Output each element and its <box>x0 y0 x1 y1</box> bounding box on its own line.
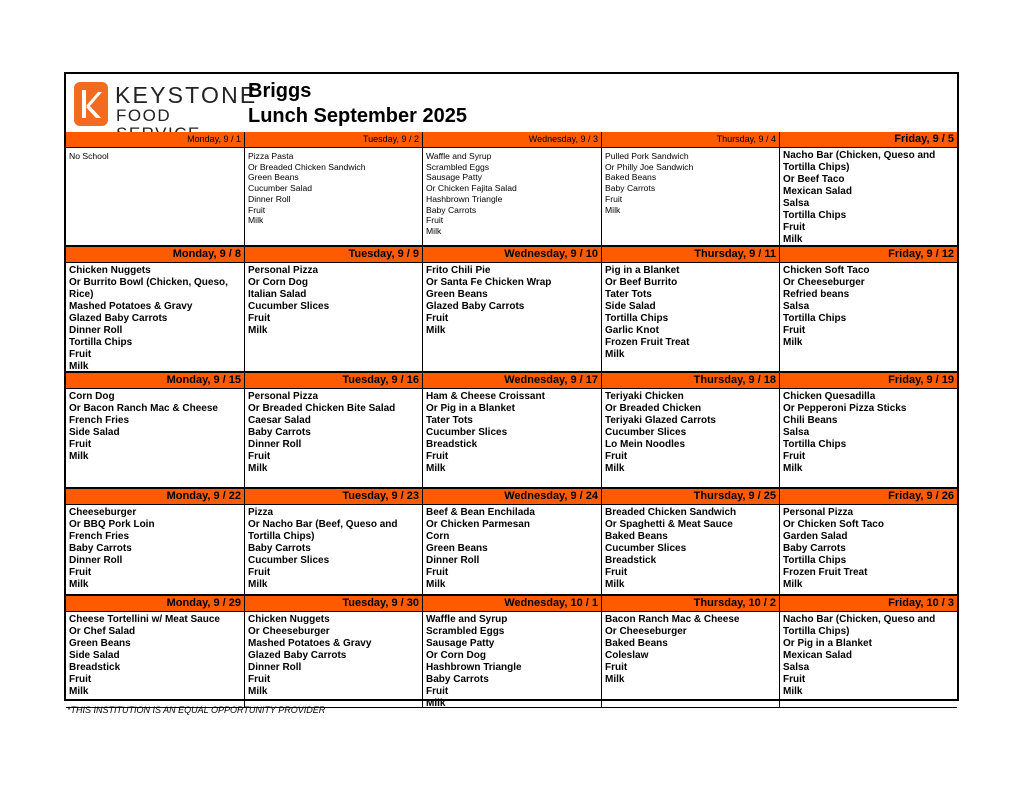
menu-item: Cucumber Slices <box>248 301 330 312</box>
menu-item: Cucumber Slices <box>605 427 687 438</box>
week-menu-body <box>66 148 957 246</box>
week-row <box>66 246 957 372</box>
menu-item: Bacon Ranch Mac & Cheese <box>605 614 740 625</box>
menu-item: Personal Pizza <box>248 265 319 276</box>
menu-item: Dinner Roll <box>69 555 123 566</box>
menu-item: Breadstick <box>426 439 478 450</box>
menu-item: Garden Salad <box>783 531 848 542</box>
menu-item: Or Philly Joe Sandwich <box>605 161 694 172</box>
menu-item: Teriyaki Glazed Carrots <box>605 415 716 426</box>
menu-item: Or Cheeseburger <box>783 277 865 288</box>
day-menu-cell <box>602 505 780 594</box>
day-menu-cell <box>245 505 423 594</box>
menu-item: Fruit <box>426 686 449 697</box>
day-menu-cell <box>423 389 602 487</box>
equal-opportunity-note: *THIS INSTITUTION IS AN EQUAL OPPORTUNITY PROVIDER <box>67 705 326 715</box>
menu-item: Mashed Potatoes & Gravy <box>69 301 193 312</box>
menu-item: Chicken Soft Taco <box>783 265 870 276</box>
menu-item: Cucumber Salad <box>248 183 313 194</box>
menu-month-title: Lunch September 2025 <box>248 105 467 127</box>
menu-item: Milk <box>69 686 89 697</box>
menu-item: Ham & Cheese Croissant <box>426 391 545 402</box>
menu-item: Tater Tots <box>426 415 473 426</box>
menu-item: Green Beans <box>426 289 488 300</box>
day-header: Friday, 9 / 5 <box>894 133 954 145</box>
menu-item: Fruit <box>783 325 806 336</box>
menu-item: Personal Pizza <box>783 507 854 518</box>
day-header: Tuesday, 9 / 2 <box>245 132 423 147</box>
day-header: Tuesday, 9 / 23 <box>245 489 423 504</box>
menu-item: Green Beans <box>69 638 131 649</box>
menu-item: Milk <box>605 674 625 685</box>
day-header: Tuesday, 9 / 9 <box>245 247 423 262</box>
day-header: Wednesday, 9 / 3 <box>423 132 602 147</box>
menu-item: Fruit <box>248 567 271 578</box>
menu-item: Or Santa Fe Chicken Wrap <box>426 277 552 288</box>
menu-item: Or Pepperoni Pizza Sticks <box>783 403 907 414</box>
menu-item: Or Chef Salad <box>69 626 136 637</box>
menu-item: Cucumber Slices <box>248 555 330 566</box>
day-menu-cell <box>780 505 957 594</box>
menu-item: Coleslaw <box>605 650 649 661</box>
menu-item: Salsa <box>783 301 810 312</box>
menu-item: Tater Tots <box>605 289 652 300</box>
day-header: Monday, 9 / 22 <box>66 489 245 504</box>
day-header: Friday, 9 / 19 <box>888 374 954 386</box>
menu-item: Baby Carrots <box>69 543 132 554</box>
menu-item: Nacho Bar (Chicken, Queso and Tortilla Chips) <box>783 150 936 173</box>
menu-item: Milk <box>426 579 446 590</box>
menu-item: Milk <box>783 337 803 348</box>
menu-item: Corn <box>426 531 450 542</box>
week-date-band <box>66 488 957 505</box>
week-date-band <box>66 372 957 389</box>
menu-item: Chili Beans <box>783 415 838 426</box>
menu-item: Fruit <box>426 451 449 462</box>
menu-item: Side Salad <box>69 427 120 438</box>
menu-item: Or Corn Dog <box>426 650 486 661</box>
menu-item: Tortilla Chips <box>69 337 133 348</box>
menu-item: Tortilla Chips <box>783 439 847 450</box>
day-menu-cell <box>423 263 602 371</box>
menu-item: Glazed Baby Carrots <box>69 313 168 324</box>
menu-item: Scrambled Eggs <box>426 161 490 172</box>
menu-item: Lo Mein Noodles <box>605 439 685 450</box>
menu-item: Frito Chili Pie <box>426 265 491 276</box>
menu-item: Glazed Baby Carrots <box>248 650 347 661</box>
day-menu-cell <box>66 389 245 487</box>
day-header: Monday, 9 / 29 <box>66 596 245 611</box>
menu-item: Breadstick <box>69 662 121 673</box>
menu-header <box>66 74 957 133</box>
week-date-band <box>66 246 957 263</box>
menu-item: Caesar Salad <box>248 415 311 426</box>
menu-item: Or Breaded Chicken Sandwich <box>248 161 366 172</box>
day-header: Monday, 9 / 15 <box>66 373 245 388</box>
day-menu-cell <box>780 148 957 245</box>
menu-item: Milk <box>248 325 268 336</box>
menu-item: Pizza <box>248 507 274 518</box>
menu-item: Fruit <box>69 439 92 450</box>
menu-item: Fruit <box>783 674 806 685</box>
menu-item: Or Beef Taco <box>783 174 845 185</box>
menu-item: Or Chicken Parmesan <box>426 519 530 530</box>
menu-item: Milk <box>605 579 625 590</box>
menu-item: Dinner Roll <box>426 555 480 566</box>
menu-item: No School <box>69 151 109 161</box>
keystone-logo <box>74 82 258 126</box>
menu-item: Fruit <box>605 451 628 462</box>
menu-item: Pulled Pork Sandwich <box>605 151 689 161</box>
menu-item: Dinner Roll <box>248 193 291 204</box>
menu-item: Or Chicken Fajita Salad <box>426 183 517 194</box>
menu-item: Fruit <box>605 193 623 204</box>
menu-item: Baked Beans <box>605 172 657 183</box>
logo-wordmark-food-service: FOOD <box>116 106 172 125</box>
menu-item: Mexican Salad <box>783 650 852 661</box>
menu-item: Milk <box>605 204 621 215</box>
keystone-k-icon <box>74 82 108 126</box>
day-menu-cell <box>780 389 957 487</box>
menu-item: Or Nacho Bar (Beef, Queso and Tortilla Chips) <box>248 519 398 542</box>
menu-item: Cheese Tortellini w/ Meat Sauce <box>69 614 220 625</box>
day-header: Wednesday, 9 / 24 <box>423 489 602 504</box>
menu-item: Pig in a Blanket <box>605 265 680 276</box>
day-menu-cell <box>780 612 957 707</box>
menu-item: Or Breaded Chicken <box>605 403 702 414</box>
menu-item: Mashed Potatoes & Gravy <box>248 638 372 649</box>
menu-item: Fruit <box>248 313 271 324</box>
menu-item: Salsa <box>783 427 810 438</box>
day-header: Monday, 9 / 1 <box>66 132 245 147</box>
day-header: Tuesday, 9 / 30 <box>245 596 423 611</box>
menu-item: Side Salad <box>605 301 656 312</box>
school-name: Briggs <box>248 80 312 102</box>
day-menu-cell <box>245 263 423 371</box>
menu-item: Beef & Bean Enchilada <box>426 507 535 518</box>
day-header: Thursday, 9 / 4 <box>602 132 780 147</box>
menu-item: Frozen Fruit Treat <box>783 567 868 578</box>
menu-item: Fruit <box>426 313 449 324</box>
menu-item: Or Beef Burrito <box>605 277 678 288</box>
menu-item: Italian Salad <box>248 289 307 300</box>
day-menu-cell <box>66 263 245 371</box>
menu-item: Fruit <box>248 674 271 685</box>
menu-item: Milk <box>426 698 446 709</box>
menu-item: Milk <box>69 451 89 462</box>
week-menu-body <box>66 389 957 488</box>
menu-item: Dinner Roll <box>69 325 123 336</box>
menu-item: Baby Carrots <box>426 204 477 215</box>
menu-item: Mexican Salad <box>783 186 852 197</box>
day-menu-cell <box>66 612 245 707</box>
menu-item: Or Cheeseburger <box>248 626 330 637</box>
menu-calendar-grid <box>66 132 957 708</box>
day-menu-cell <box>602 263 780 371</box>
menu-item: Chicken Nuggets <box>248 614 330 625</box>
menu-item: Milk <box>69 579 89 590</box>
menu-item: Frozen Fruit Treat <box>605 337 690 348</box>
menu-item: Tortilla Chips <box>783 313 847 324</box>
menu-item: Or Breaded Chicken Bite Salad <box>248 403 396 414</box>
menu-item: Teriyaki Chicken <box>605 391 684 402</box>
week-row <box>66 372 957 488</box>
menu-item: French Fries <box>69 531 130 542</box>
menu-item: Fruit <box>248 451 271 462</box>
menu-item: Breadstick <box>605 555 657 566</box>
day-menu-cell <box>602 389 780 487</box>
page-title <box>248 79 467 129</box>
day-header: Wednesday, 9 / 10 <box>423 247 602 262</box>
menu-item: Milk <box>426 325 446 336</box>
day-header: Thursday, 9 / 18 <box>602 373 780 388</box>
menu-item: Chicken Quesadilla <box>783 391 876 402</box>
menu-item: Sausage Patty <box>426 638 495 649</box>
day-menu-cell <box>245 389 423 487</box>
menu-item: Sausage Patty <box>426 172 482 183</box>
menu-item: Baby Carrots <box>783 543 846 554</box>
week-menu-body <box>66 505 957 595</box>
menu-item: Cheeseburger <box>69 507 137 518</box>
menu-item: Green Beans <box>248 172 299 183</box>
day-header: Friday, 9 / 26 <box>888 490 954 502</box>
menu-item: Or Pig in a Blanket <box>783 638 872 649</box>
menu-item: Fruit <box>426 567 449 578</box>
menu-item: Tortilla Chips <box>783 555 847 566</box>
menu-item: Milk <box>248 215 264 226</box>
menu-item: Pizza Pasta <box>248 151 294 161</box>
logo-wordmark-keystone: KEYSTONE <box>115 82 258 108</box>
menu-item: Milk <box>248 686 268 697</box>
menu-item: Waffle and Syrup <box>426 614 508 625</box>
menu-item: Side Salad <box>69 650 120 661</box>
menu-item: Chicken Nuggets <box>69 265 151 276</box>
menu-item: Milk <box>248 463 268 474</box>
menu-item: Dinner Roll <box>248 662 302 673</box>
week-row <box>66 595 957 708</box>
day-menu-cell <box>423 505 602 594</box>
day-header: Wednesday, 9 / 17 <box>423 373 602 388</box>
menu-item: Hashbrown Triangle <box>426 662 522 673</box>
menu-item: Baby Carrots <box>605 183 656 194</box>
menu-item: Baby Carrots <box>248 427 311 438</box>
menu-item: French Fries <box>69 415 130 426</box>
day-header: Friday, 9 / 12 <box>888 248 954 260</box>
menu-item: Baby Carrots <box>248 543 311 554</box>
day-header: Tuesday, 9 / 16 <box>245 373 423 388</box>
menu-item: Milk <box>783 234 803 245</box>
menu-item: Baked Beans <box>605 531 668 542</box>
menu-item: Salsa <box>783 198 810 209</box>
day-menu-cell <box>245 612 423 707</box>
menu-item: Fruit <box>248 204 266 215</box>
menu-item: Fruit <box>69 349 92 360</box>
menu-item: Fruit <box>605 662 628 673</box>
menu-item: Or Burrito Bowl (Chicken, Queso, Rice) <box>69 277 228 300</box>
day-header: Monday, 9 / 8 <box>66 247 245 262</box>
menu-item: Milk <box>426 225 442 236</box>
week-row <box>66 488 957 595</box>
menu-item: Glazed Baby Carrots <box>426 301 525 312</box>
menu-item: Fruit <box>69 567 92 578</box>
day-menu-cell <box>245 148 423 245</box>
menu-item: Fruit <box>783 222 806 233</box>
menu-item: Or Pig in a Blanket <box>426 403 515 414</box>
menu-item: Hashbrown Triangle <box>426 193 503 204</box>
menu-item: Milk <box>248 579 268 590</box>
menu-item: Milk <box>783 463 803 474</box>
menu-item: Waffle and Syrup <box>426 151 492 161</box>
day-menu-cell <box>66 505 245 594</box>
menu-sheet <box>64 72 959 709</box>
day-header: Wednesday, 10 / 1 <box>423 596 602 611</box>
menu-item: Or Spaghetti & Meat Sauce <box>605 519 733 530</box>
menu-item: Milk <box>605 463 625 474</box>
day-header: Thursday, 9 / 11 <box>602 247 780 262</box>
menu-item: Fruit <box>69 674 92 685</box>
menu-item: Fruit <box>605 567 628 578</box>
week-date-band <box>66 132 957 148</box>
menu-item: Cucumber Slices <box>426 427 508 438</box>
menu-item: Fruit <box>783 451 806 462</box>
menu-item: Or BBQ Pork Loin <box>69 519 155 530</box>
menu-item: Fruit <box>426 215 444 226</box>
day-menu-cell <box>423 148 602 245</box>
menu-item: Baby Carrots <box>426 674 489 685</box>
menu-item: Tortilla Chips <box>605 313 669 324</box>
menu-item: Cucumber Slices <box>605 543 687 554</box>
menu-item: Or Cheeseburger <box>605 626 687 637</box>
menu-item: Salsa <box>783 662 810 673</box>
day-header: Thursday, 10 / 2 <box>602 596 780 611</box>
day-header: Friday, 10 / 3 <box>888 597 954 609</box>
menu-item: Personal Pizza <box>248 391 319 402</box>
day-menu-cell <box>423 612 602 707</box>
menu-item: Scrambled Eggs <box>426 626 505 637</box>
day-header: Thursday, 9 / 25 <box>602 489 780 504</box>
menu-item: Milk <box>69 361 89 372</box>
menu-item: Breaded Chicken Sandwich <box>605 507 737 518</box>
day-menu-cell <box>780 263 957 371</box>
week-menu-body <box>66 612 957 708</box>
menu-item: Dinner Roll <box>248 439 302 450</box>
menu-item: Milk <box>426 463 446 474</box>
week-row <box>66 132 957 246</box>
menu-item: Or Chicken Soft Taco <box>783 519 884 530</box>
week-date-band <box>66 595 957 612</box>
day-menu-cell <box>66 148 245 245</box>
menu-item: Or Corn Dog <box>248 277 308 288</box>
day-menu-cell <box>602 612 780 707</box>
menu-item: Milk <box>783 579 803 590</box>
menu-item: Nacho Bar (Chicken, Queso and Tortilla Chips) <box>783 614 936 637</box>
week-menu-body <box>66 263 957 372</box>
menu-item: Milk <box>605 349 625 360</box>
menu-item: Green Beans <box>426 543 488 554</box>
day-menu-cell <box>602 148 780 245</box>
menu-item: Baked Beans <box>605 638 668 649</box>
menu-item: Milk <box>783 686 803 697</box>
menu-item: Refried beans <box>783 289 850 300</box>
menu-item: Tortilla Chips <box>783 210 847 221</box>
menu-item: Or Bacon Ranch Mac & Cheese <box>69 403 218 414</box>
menu-item: Garlic Knot <box>605 325 659 336</box>
menu-item: Corn Dog <box>69 391 115 402</box>
